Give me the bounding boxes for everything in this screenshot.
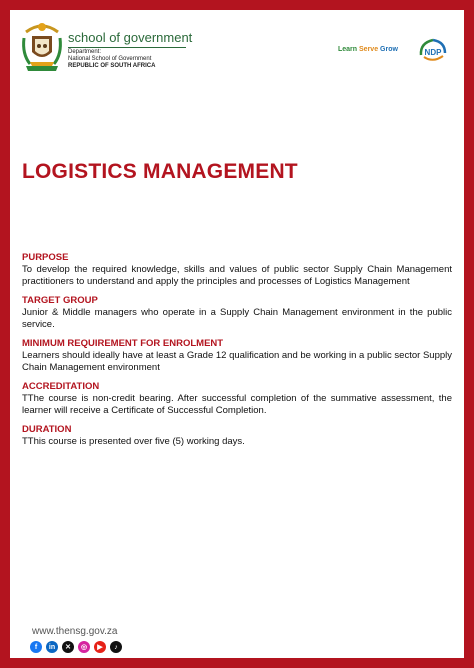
section-body: TThis course is presented over five (5) working days. bbox=[22, 436, 245, 447]
header-divider bbox=[68, 47, 186, 48]
section-body: To develop the required knowledge, skills and values of public sector Supply Chain Management practitioners to understand and apply the principles and processes of Logistics Management bbox=[22, 264, 452, 287]
section-heading: TARGET GROUP bbox=[22, 295, 98, 306]
section-body: Learners should ideally have at least a Grade 12 qualification and be working in a public sector Supply Chain Management environment bbox=[22, 350, 452, 373]
section-purpose bbox=[22, 252, 452, 288]
school-name: school of government bbox=[68, 30, 193, 45]
tagline-grow: Grow bbox=[380, 46, 398, 53]
tagline bbox=[338, 46, 398, 53]
section-minimum-requirement bbox=[22, 338, 452, 374]
section-heading: MINIMUM REQUIREMENT FOR ENROLMENT bbox=[22, 338, 224, 349]
section-heading: PURPOSE bbox=[22, 252, 69, 263]
department-block bbox=[68, 49, 155, 70]
department-name: National School of Government bbox=[68, 56, 152, 62]
social-links bbox=[30, 641, 122, 653]
instagram-icon[interactable]: ◎ bbox=[78, 641, 90, 653]
section-duration bbox=[22, 424, 452, 448]
page-title: LOGISTICS MANAGEMENT bbox=[22, 160, 298, 183]
linkedin-icon[interactable]: in bbox=[46, 641, 58, 653]
tagline-serve: Serve bbox=[359, 46, 379, 53]
youtube-icon[interactable]: ▶ bbox=[94, 641, 106, 653]
website-link[interactable]: www.thensg.gov.za bbox=[32, 626, 118, 637]
country-name: REPUBLIC OF SOUTH AFRICA bbox=[68, 63, 156, 69]
x-icon[interactable]: ✕ bbox=[62, 641, 74, 653]
tiktok-icon[interactable]: ♪ bbox=[110, 641, 122, 653]
coat-of-arms-icon bbox=[20, 18, 64, 74]
section-heading: ACCREDITATION bbox=[22, 381, 100, 392]
section-heading: DURATION bbox=[22, 424, 72, 435]
ndp-logo-text: NDP bbox=[424, 48, 442, 57]
ndp-logo-icon bbox=[418, 37, 448, 65]
section-target-group bbox=[22, 295, 452, 331]
content-sections bbox=[22, 252, 452, 455]
section-body: TThe course is non-credit bearing. After successful completion of the summative assessment, the learner will receive a Certificate of Successful Completion. bbox=[22, 393, 452, 416]
tagline-learn: Learn bbox=[338, 46, 358, 53]
section-accreditation bbox=[22, 381, 452, 417]
department-label: Department: bbox=[68, 49, 102, 55]
section-body: Junior & Middle managers who operate in a Supply Chain Management environment in the public service. bbox=[22, 307, 452, 330]
facebook-icon[interactable]: f bbox=[30, 641, 42, 653]
